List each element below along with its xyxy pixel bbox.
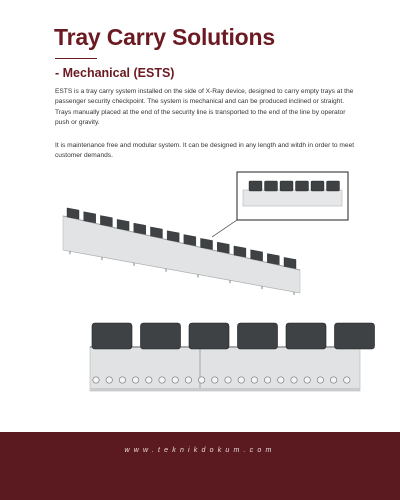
tray [238, 323, 278, 349]
roller [238, 377, 244, 383]
straight-conveyor-figure [90, 323, 375, 391]
inset-detail-figure [212, 172, 348, 237]
roller [146, 377, 152, 383]
tray [92, 323, 132, 349]
roller [185, 377, 191, 383]
inclined-conveyor-figure [63, 208, 300, 295]
roller [132, 377, 138, 383]
tray [134, 223, 146, 234]
tray [117, 219, 129, 230]
roller [212, 377, 218, 383]
inset-pointer [212, 220, 237, 237]
roller [159, 377, 165, 383]
tray [327, 181, 340, 191]
tray [286, 323, 326, 349]
roller [291, 377, 297, 383]
tray [280, 181, 293, 191]
description-paragraph-1: ESTS is a tray carry system installed on the side of X-Ray device, designed to carry empty trays at the passenger security checkpoint. The system is mechanical and can be produced inclined or straight. Trays manually placed at the end of the security line is transported to the end of the line by operator push or gravity. [55, 88, 354, 126]
roller [172, 377, 178, 383]
tray [189, 323, 229, 349]
tray [84, 212, 96, 223]
tray [311, 181, 324, 191]
footer-bar [0, 432, 400, 500]
roller [198, 377, 204, 383]
tray [67, 208, 79, 219]
tray [284, 257, 296, 268]
closeup-base [90, 388, 360, 391]
footer-website-link[interactable]: www.teknikdokum.com [124, 447, 276, 454]
roller [304, 377, 310, 383]
section-subtitle: - Mechanical (ESTS) [55, 66, 175, 80]
tray [335, 323, 375, 349]
closeup-panel-divider [199, 347, 201, 391]
page-title: Tray Carry Solutions [54, 24, 275, 50]
roller [106, 377, 112, 383]
tray [296, 181, 309, 191]
roller [93, 377, 99, 383]
roller [225, 377, 231, 383]
closeup-trays [92, 323, 375, 349]
closeup-panel [90, 347, 360, 391]
roller [344, 377, 350, 383]
roller [119, 377, 125, 383]
tray [184, 235, 196, 246]
tray [150, 227, 162, 238]
roller [251, 377, 257, 383]
tray [100, 216, 112, 227]
inset-panel [243, 190, 342, 206]
roller [330, 377, 336, 383]
tray [141, 323, 181, 349]
roller [278, 377, 284, 383]
tray [249, 181, 262, 191]
tray [217, 242, 229, 253]
tray [267, 254, 279, 265]
roller [264, 377, 270, 383]
description-paragraph-2: It is maintenance free and modular system. It can be designed in any length and witdh in order to meet customer demands. [55, 142, 355, 160]
tray [234, 246, 246, 257]
tray [201, 238, 213, 249]
tray [265, 181, 278, 191]
tray [167, 231, 179, 242]
tray [251, 250, 263, 261]
roller [317, 377, 323, 383]
conveyor-side-panel [63, 216, 300, 293]
